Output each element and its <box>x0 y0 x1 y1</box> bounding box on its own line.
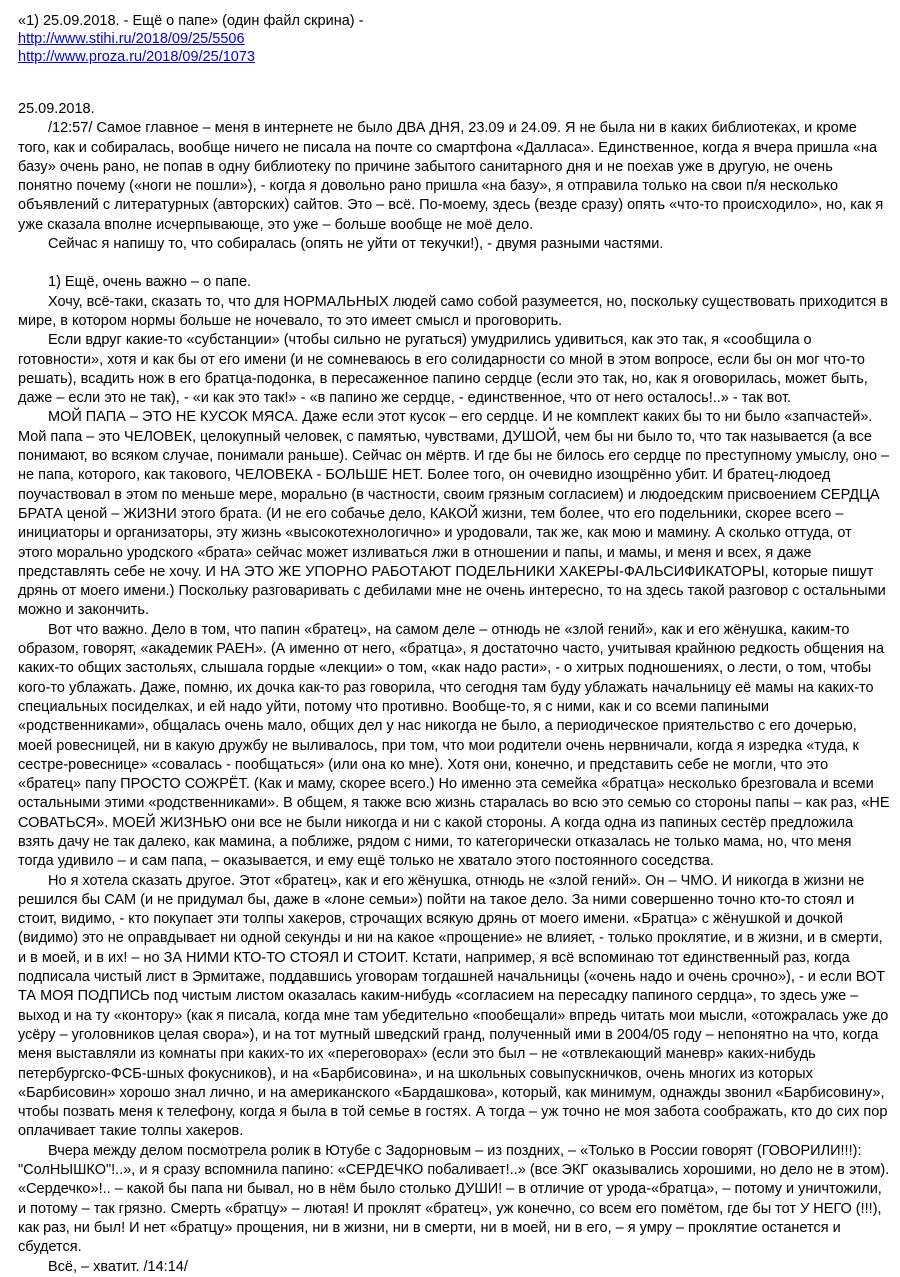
document-date: 25.09.2018. <box>18 101 95 117</box>
header-title-line: «1) 25.09.2018. - Ещё о папе» (один файл скрина) - <box>18 13 364 29</box>
paragraph-norms: Хочу, всё-таки, сказать то, что для НОРМАЛЬНЫХ людей само собой разумеется, но, поскольку существовать приходится в мире, в котором нормы больше не ночевало, то это имеет смысл и проговорить. <box>18 293 888 329</box>
paragraph-zadornov: Вчера между делом посмотрела ролик в Ютубе с Задорновым – из поздних, – «Только в России говорят (ГОВОРИЛИ!!!): "СолНЫШКО"!..», и я сразу вспомнила папино: «СЕРДЕЧКО побаливает!..» (все ЭКГ оказывались хорошими, но дело не в этом). «Сердечко»!.. – какой бы папа ни бывал, но в нём было столько ДУШИ! – в отличие от урода-«братца», – потому и уничтожили, и потому – так грязно. Смерть «братцу» – лютая! И проклят «братец», уж конечно, со всем его помётом, где бы тот У НЕГО (!!!), как раз, ни был! И нет «братцу» прощения, ни в жизни, ни в смерти, ни в моей, ни в его, – я умру – проклятие останется и сбудется. <box>18 1142 890 1256</box>
paragraph-closing: Всё, – хватит. /14:14/ <box>48 1258 188 1275</box>
stihi-link[interactable]: http://www.stihi.ru/2018/09/25/5506 <box>18 31 245 47</box>
paragraph-other: Но я хотела сказать другое. Этот «братец», как и его жёнушка, отнюдь не «злой гений». Он – ЧМО. И никогда в жизни не решился бы САМ (и не придумал бы, даже в «лоне семьи») пойти на такое дело. За ними совершенно точно кто-то стоял и стоит, видимо, - кто покупает эти толпы хакеров, строчащих всякую дрянь от моего имени. «Братца» с жёнушкой и дочкой (видимо) это не оправдывает ни одной секунды и ни на какое «прощение» не влияет, - только проклятие, и в жизни, и в смерти, и в моей, и в их! – но ЗА НИМИ КТО-ТО СТОЯЛ И СТОИТ. Кстати, например, я всё вспоминаю тот единственный раз, когда подписала чистый лист в Эрмитаже, поддавшись уговорам тогдашней начальницы («очень надо и очень срочно»), - и если ВОТ ТА МОЯ ПОДПИСЬ под чистым листом оказалась каким-нибудь «согласием на пересадку папиного сердца», то здесь уже – выход и на ту «контору» (как я писала, когда мне там убедительно «пообещали» впредь читать мои мысли, «отожралась уже до усёру – уголовников целая свора»), и на тот мутный шведский гранд, полученный ими в 2004/05 году – непонятно на что, когда меня выставляли из комнаты при каких-то их «переговорах» (если это был – не «отвлекающий маневр» каких-нибудь петербургско-ФСБ-шных фокусников), и на «Барбисовина», и на школьных совыпускничков, очень многих из которых «Барбисовин» хорошо знал лично, и на американского «Бардашкова», который, как минимум, однажды звонил «Барбисовину», чтобы позвать меня к телефону, когда я была в той семье в гостях. А тогда – уж точно не моя забота соображать, кто до сих пор оплачивает такие толпы хакеров. <box>18 872 889 1140</box>
paragraph-substances: Если вдруг какие-то «субстанции» (чтобы сильно не ругаться) умудрились удивиться, как это так, я «сообщила о готовности», хотя и как бы от его имени (и не сомневаюсь в его солидарности со мной в этом вопросе, если бы он мог что-то решать), всадить нож в его братца-подонка, в пересаженное папино сердце (если это так, но, как я оговорилась, может быть, даже – если это не так), - «и как это так!» - «в папино же сердце, - единственное, что от него осталось!..» - так вот. <box>18 332 868 407</box>
document-body <box>18 100 890 1277</box>
document-page <box>18 12 890 1277</box>
paragraph-section-heading: 1) Ещё, очень важно – о папе. <box>48 274 252 291</box>
paragraph-plan: Сейчас я напишу то, что собиралась (опять не уйти от текучки!), - двумя разными частями. <box>48 236 664 253</box>
paragraph-father: МОЙ ПАПА – ЭТО НЕ КУСОК МЯСА. Даже если этот кусок – его сердце. И не комплект каких бы то ни было «запчастей». Мой папа – это ЧЕЛОВЕК, целокупный человек, с памятью, чувствами, ДУШОЙ, чем бы ни было то, что так называется (а все понимают, во всяком случае, понимали раньше). Сейчас он мёртв. И где бы не билось его сердце по преступному умыслу, оно – не папа, которого, как такового, ЧЕЛОВЕКА - БОЛЬШЕ НЕТ. Более того, он очевидно изощрённо убит. И братец-людоед поучаствовал в этом по меньше мере, морально (в частности, своим грязным согласием) и людоедским присвоением СЕРДЦА БРАТА ценой – ЖИЗНИ этого брата. (И не его собачье дело, КАКОЙ жизни, тем более, что его подельники, скорее всего – инициаторы и организаторы, эту жизнь «высокотехнологично» и уродовали, так же, как мою и мамину. А сколько оттуда, от этого морально уродского «брата» сейчас может изливаться лжи в отношении и папы, и мамы, и меня и всех, я даже представлять себе не хочу. И НА ЭТО ЖЕ УПОРНО РАБОТАЮТ ПОДЕЛЬНИКИ ХАКЕРЫ-ФАЛЬСИФИКАТОРЫ, которые пишут дрянь от моего имени.) Поскольку разговаривать с дебилами мне не очень интересно, то на здесь такой разговор с остальными можно и закончить. <box>18 409 890 619</box>
paragraph-intro: /12:57/ Самое главное – меня в интернете не было ДВА ДНЯ, 23.09 и 24.09. Я не была ни в каких библиотеках, и кроме того, как и собиралась, вообще ничего не писала на почте со смартфона «Далласа». Единственное, когда я вчера пришла «на базу» очень рано, не попав в одну библиотеку по причине забытого санитарного дня и не поехав уже в другую, не очень понятно почему («ноги не пошли»), - когда я довольно рано пришла «на базу», я отправила только на свои п/я несколько объявлений с литературных (авторских) сайтов. Это – всё. По-моему, здесь (везде сразу) опять «что-то происходило», но, как я уже сказала вполне исчерпывающе, это уже – больше вообще не моё дело. <box>18 120 884 233</box>
paragraph-brother: Вот что важно. Дело в том, что папин «братец», на самом деле – отнюдь не «злой гений», как и его жёнушка, каким-то образом, говорят, «академик РАЕН». (А именно от него, «братца», я достаточно часто, учитывая крайнюю редкость общения на каких-то общих застольях, слышала гордые «лекции» о том, «как надо расти», - о хитрых подношениях, о лести, о том, чтобы кого-то ублажать. Даже, помню, их дочка как-то раз говорила, что сегодня там буду ублажать начальницу её мамы на каких-то специальных посиделках, и ей надо уйти, потому что противно. Вообще-то, я с ними, как и со всеми папиными «родственниками», общалась очень мало, общих дел у нас никогда не было, а периодическое приятельство с его дочерью, моей ровесницей, ни в какую дружбу не выливалось, при том, что мои родители очень нервничали, когда я изредка «туда, к сестре-ровеснице» «совалась - пообщаться» (или она ко мне). Хотя они, конечно, и представить себе не могли, что это «братец» папу ПРОСТО СОЖРЁТ. (Как и маму, скорее всего.) Но именно эта семейка «братца» несколько брезговала и всеми остальными этими «родственниками». В общем, я также всю жизнь старалась во всю это семью со стороны папы – как раз, «НЕ СОВАТЬСЯ». МОЕЙ ЖИЗНЬЮ они все не были никогда и ни с какой стороны. А когда одна из папиных сестёр предложила взять дачу не так далеко, как мамина, а поближе, рядом с ними, то категорически отказалась не только мама, но, что меня тогда удивило – и сам папа, – оказывается, и ему ещё только не хватало этого постоянного соседства. <box>18 621 890 870</box>
proza-link[interactable]: http://www.proza.ru/2018/09/25/1073 <box>18 49 255 65</box>
